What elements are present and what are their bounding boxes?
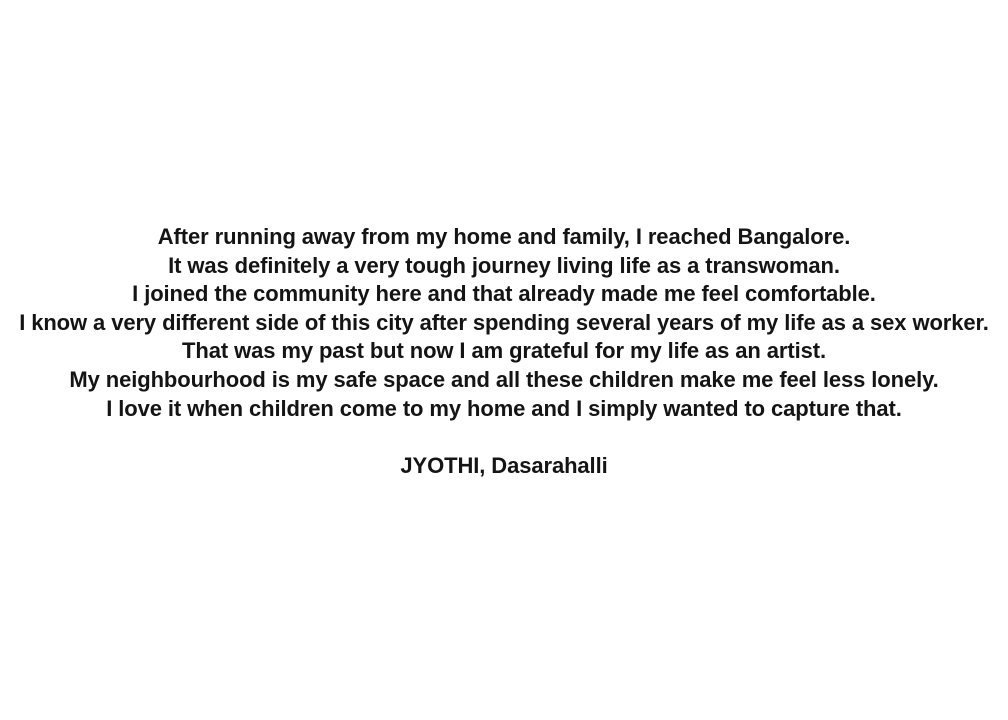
quote-line-2: It was definitely a very tough journey living life as a transwoman.	[168, 252, 840, 278]
quote-line-5: That was my past but now I am grateful for my life as an artist.	[182, 338, 826, 364]
quote-line-6: My neighbourhood is my safe space and all these children make me feel less lonely.	[69, 366, 939, 392]
quote-line-4: I know a very different side of this city after spending several years of my life as a sex worker.	[19, 309, 989, 335]
quote-line-3: I joined the community here and that already made me feel comfortable.	[132, 281, 876, 307]
quote-attribution: JYOTHI, Dasarahalli	[400, 452, 608, 478]
quote-line-7: I love it when children come to my home and I simply wanted to capture that.	[106, 395, 902, 421]
quote-line-1: After running away from my home and family, I reached Bangalore.	[157, 224, 851, 249]
